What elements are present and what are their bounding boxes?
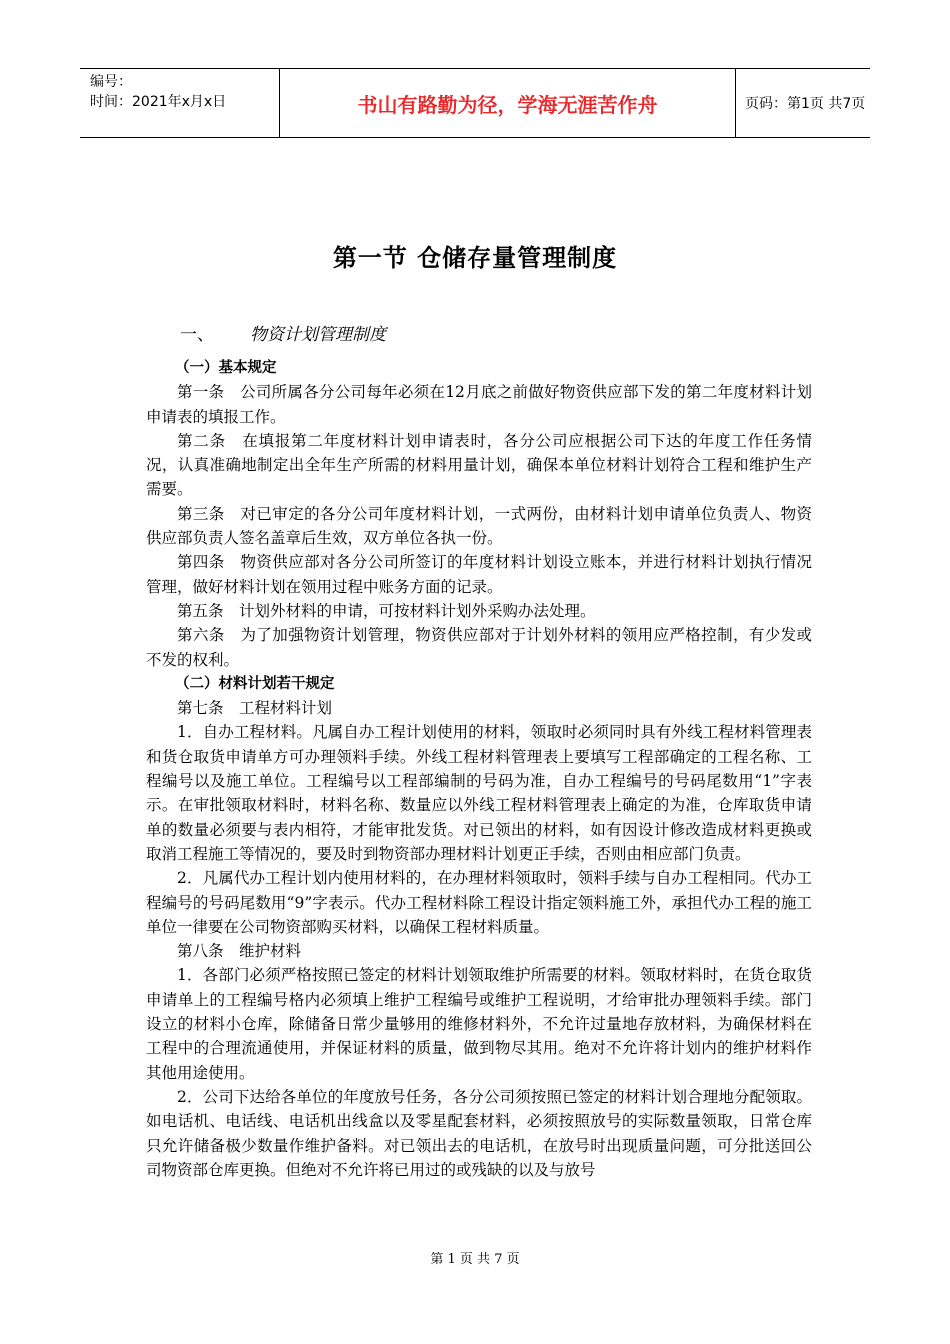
paragraph: 第五条 计划外材料的申请，可按材料计划外采购办法处理。 xyxy=(177,601,596,620)
document-body xyxy=(146,356,812,1182)
header-meta xyxy=(80,69,280,137)
paragraph: 2．凡属代办工程计划内使用材料的，在办理材料领取时，领料手续与自办工程相同。代办工程编号的号码尾数用“9”字表示。代办工程材料除工程设计指定领料施工外，承担代办工程的施工单位一律要在公司物资部购买材料，以确保工程材料质量。 xyxy=(146,869,812,936)
header-page-label: 页码：第1页 共7页 xyxy=(745,96,866,112)
paragraph: 第二条 在填报第二年度材料计划申请表时，各分公司应根据公司下达的年度工作任务情况，认真准确地制定出全年生产所需的材料用量计划，确保本单位材料计划符合工程和维护生产需要。 xyxy=(146,431,812,499)
section-title: 物资计划管理制度 xyxy=(250,325,386,345)
time-label: 时间：2021年x月x日 xyxy=(90,94,227,110)
page-footer: 第 1 页 共 7 页 xyxy=(430,1252,520,1267)
subsection-heading: （一）基本规定 xyxy=(175,360,277,376)
paragraph: 2．公司下达给各单位的年度放号任务，各分公司须按照已签定的材料计划合理地分配领取。如电话机、电话线、电话机出线盒以及零星配套材料，必须按照放号的实际数量领取，日常仓库只允许储备极少数量作维护备料。对已领出去的电话机，在放号时出现质量问题，可分批送回公司物资部仓库更换。但绝对不允许将已用过的或残缺的以及与放号 xyxy=(146,1087,812,1179)
paragraph: 1．自办工程材料。凡属自办工程计划使用的材料，领取时必须同时具有外线工程材料管理表和货仓取货申请单方可办理领料手续。外线工程材料管理表上要填写工程部确定的工程名称、工程编号以及施工单位。工程编号以工程部编制的号码为准，自办工程编号的号码尾数用“1”字表示。在审批领取材料时，材料名称、数量应以外线工程材料管理表上确定的为准，仓库取货申请单的数量必须要与表内相符，才能审批发货。对已领出的材料，如有因设计修改造成材料更换或取消工程施工等情况的，要及时到物资部办理材料计划更正手续，否则由相应部门负责。 xyxy=(146,723,812,863)
page-header xyxy=(80,68,870,138)
subsection-heading: （二）材料计划若干规定 xyxy=(175,675,335,692)
paragraph: 第一条 公司所属各分公司每年必须在12月底之前做好物资供应部下发的第二年度材料计划申请表的填报工作。 xyxy=(146,383,812,426)
section-heading xyxy=(180,320,386,345)
document-title: 第一节 仓储存量管理制度 xyxy=(332,243,618,272)
number-label: 编号： xyxy=(90,74,132,90)
paragraph: 1．各部门必须严格按照已签定的材料计划领取维护所需要的材料。领取材料时，在货仓取货申请单上的工程编号格内必须填上维护工程编号或维护工程说明，才给审批办理领料手续。部门设立的材料小仓库，除储备日常少量够用的维修材料外，不允许过量地存放材料，为确保材料在工程中的合理流通使用，并保证材料的质量，做到物尽其用。绝对不允许将计划内的维护材料作其他用途使用。 xyxy=(146,966,812,1082)
paragraph: 第七条 工程材料计划 xyxy=(177,699,333,718)
paragraph: 第八条 维护材料 xyxy=(177,942,302,961)
paragraph: 第六条 为了加强物资计划管理，物资供应部对于计划外材料的领用应严格控制，有少发或不发的权利。 xyxy=(146,626,812,669)
section-number: 一、 xyxy=(180,325,214,345)
header-motto: 书山有路勤为径，学海无涯苦作舟 xyxy=(280,69,736,137)
paragraph: 第四条 物资供应部对各分公司所签订的年度材料计划设立账本，并进行材料计划执行情况管理，做好材料计划在领用过程中账务方面的记录。 xyxy=(146,553,812,596)
paragraph: 第三条 对已审定的各分公司年度材料计划，一式两份，由材料计划申请单位负责人、物资供应部负责人签名盖章后生效，双方单位各执一份。 xyxy=(146,504,812,548)
